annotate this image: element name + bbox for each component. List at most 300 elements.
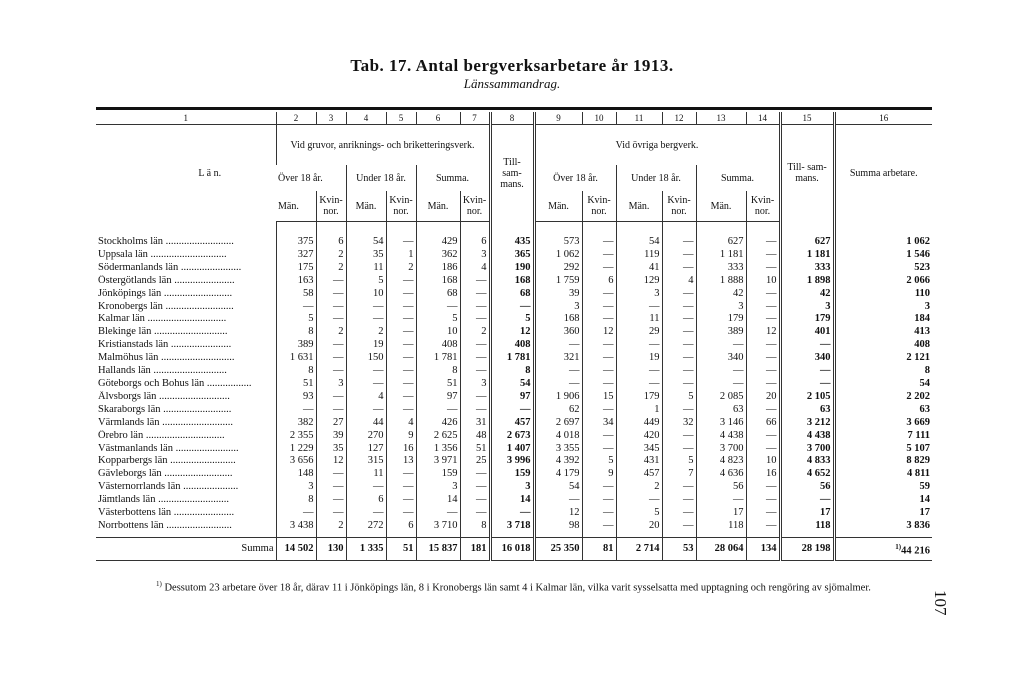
cell-col-12: 7	[662, 468, 696, 481]
cell-col-11: 345	[616, 443, 662, 456]
cell-col-16: 8	[834, 365, 932, 378]
cell-col-13: 333	[696, 262, 746, 275]
lan-name: Västmanlands län ........................	[98, 442, 239, 454]
cell-col-10: —	[582, 443, 616, 456]
cell-col-10: —	[582, 352, 616, 365]
cell-col-15: 401	[780, 326, 834, 339]
lan-name: Södermanlands län .......................	[98, 261, 242, 273]
cell-col-2: 93	[276, 391, 316, 404]
cell-col-9: 360	[534, 326, 582, 339]
cell-col-6: 51	[416, 378, 460, 391]
cell-col-4: —	[346, 365, 386, 378]
cell-col-13: 28 064	[696, 537, 746, 561]
cell-col-10: —	[582, 339, 616, 352]
cell-col-12: —	[662, 288, 696, 301]
cell-col-16: 2 202	[834, 391, 932, 404]
cell-col-5: 6	[386, 520, 416, 533]
table-row	[96, 430, 932, 443]
cell-col-11: 449	[616, 417, 662, 430]
cell-col-2: 3 438	[276, 520, 316, 533]
cell-col-3: —	[316, 339, 346, 352]
table-row	[96, 404, 932, 417]
page-number: 107	[931, 590, 950, 616]
footnote-text: Dessutom 23 arbetare över 18 år, därav 11 i Jönköpings län, 8 i Kronobergs län samt 4 i Kalmar län, vilka varit sysselsatta med upptagning och rengöring av sjömalmer.	[164, 582, 871, 594]
cell-col-13: —	[696, 365, 746, 378]
cell-col-7: —	[460, 404, 490, 417]
cell-col-14: —	[746, 236, 780, 249]
cell-col-6: 408	[416, 339, 460, 352]
cell-col-9: 4 392	[534, 455, 582, 468]
table-row	[96, 365, 932, 378]
table-row	[96, 455, 932, 468]
column-number: 5	[386, 112, 416, 125]
cell-col-9: 573	[534, 236, 582, 249]
cell-col-11: 119	[616, 249, 662, 262]
cell-col-7: —	[460, 301, 490, 314]
cell-col-6: 14	[416, 494, 460, 507]
table-row	[96, 326, 932, 339]
cell-col-10: 6	[582, 275, 616, 288]
header-man: Män.	[696, 191, 746, 222]
cell-col-6: 10	[416, 326, 460, 339]
cell-col-13: 4 823	[696, 455, 746, 468]
cell-col-13: 3	[696, 301, 746, 314]
cell-col-12: —	[662, 339, 696, 352]
cell-col-10: —	[582, 288, 616, 301]
cell-col-14: —	[746, 430, 780, 443]
cell-col-5: 13	[386, 455, 416, 468]
cell-col-9: 1 062	[534, 249, 582, 262]
cell-col-14: —	[746, 520, 780, 533]
cell-col-10: —	[582, 365, 616, 378]
cell-col-2: 8	[276, 365, 316, 378]
cell-col-7: —	[460, 313, 490, 326]
table-row	[96, 339, 932, 352]
cell-col-16: 1 546	[834, 249, 932, 262]
cell-col-10: —	[582, 520, 616, 533]
cell-col-2: —	[276, 404, 316, 417]
lan-name: Kronobergs län ..........................	[98, 300, 234, 312]
cell-col-6: 168	[416, 275, 460, 288]
cell-col-13: 2 085	[696, 391, 746, 404]
cell-col-2: 3	[276, 481, 316, 494]
total-row	[96, 537, 932, 561]
table-row	[96, 288, 932, 301]
cell-col-2: 1 631	[276, 352, 316, 365]
cell-col-3: —	[316, 365, 346, 378]
cell-col-6: —	[416, 301, 460, 314]
cell-col-9: 2 697	[534, 417, 582, 430]
cell-col-15: 179	[780, 313, 834, 326]
header-man: Män.	[616, 191, 662, 222]
cell-col-15: 4 438	[780, 430, 834, 443]
column-number: 13	[696, 112, 746, 125]
cell-col-5: —	[386, 404, 416, 417]
cell-col-13: 4 636	[696, 468, 746, 481]
cell-col-10: 9	[582, 468, 616, 481]
cell-col-4: 150	[346, 352, 386, 365]
cell-col-16: 184	[834, 313, 932, 326]
cell-col-16: 4 811	[834, 468, 932, 481]
header-summa-2: Summa.	[696, 165, 780, 191]
cell-col-11: —	[616, 339, 662, 352]
cell-col-4: —	[346, 481, 386, 494]
cell-col-14: —	[746, 339, 780, 352]
cell-col-6: 3 710	[416, 520, 460, 533]
cell-col-5: —	[386, 481, 416, 494]
cell-col-9: 4 179	[534, 468, 582, 481]
cell-col-16: 3 836	[834, 520, 932, 533]
header-under18-1: Under 18 år.	[346, 165, 416, 191]
cell-col-12: 32	[662, 417, 696, 430]
cell-col-4: 35	[346, 249, 386, 262]
table-row	[96, 481, 932, 494]
cell-col-3: —	[316, 481, 346, 494]
cell-col-16: 63	[834, 404, 932, 417]
cell-col-8: 159	[490, 468, 534, 481]
table-row	[96, 352, 932, 365]
cell-col-3: 3	[316, 378, 346, 391]
cell-col-12: —	[662, 301, 696, 314]
table-row	[96, 236, 932, 249]
table-row	[96, 301, 932, 314]
cell-col-7: 48	[460, 430, 490, 443]
cell-col-13: 56	[696, 481, 746, 494]
cell-col-15: 1 181	[780, 249, 834, 262]
cell-col-2: 375	[276, 236, 316, 249]
cell-col-16: 3 669	[834, 417, 932, 430]
cell-col-16: 413	[834, 326, 932, 339]
cell-col-2: 58	[276, 288, 316, 301]
table-row	[96, 507, 932, 520]
cell-col-12: 5	[662, 455, 696, 468]
footnote	[96, 578, 926, 595]
cell-col-13: 63	[696, 404, 746, 417]
cell-col-7: 3	[460, 378, 490, 391]
cell-col-2: 327	[276, 249, 316, 262]
cell-col-13: —	[696, 494, 746, 507]
cell-col-11: 457	[616, 468, 662, 481]
cell-col-15: 28 198	[780, 537, 834, 561]
cell-col-8: 1 781	[490, 352, 534, 365]
cell-col-11: —	[616, 301, 662, 314]
cell-col-16: 5 107	[834, 443, 932, 456]
column-number: 6	[416, 112, 460, 125]
header-group-other: Vid övriga bergverk.	[534, 125, 780, 166]
cell-col-12: —	[662, 249, 696, 262]
cell-col-15: 2 105	[780, 391, 834, 404]
cell-col-16	[834, 537, 932, 561]
cell-col-16: 1 062	[834, 236, 932, 249]
cell-col-11: 1	[616, 404, 662, 417]
header-kvinnor: Kvin- nor.	[460, 191, 490, 222]
cell-col-3: —	[316, 507, 346, 520]
lan-name: Östergötlands län .......................	[98, 274, 235, 286]
cell-col-7: —	[460, 494, 490, 507]
cell-col-10: 34	[582, 417, 616, 430]
cell-col-6: 3	[416, 481, 460, 494]
table-row	[96, 417, 932, 430]
cell-col-12: —	[662, 352, 696, 365]
cell-col-15: —	[780, 378, 834, 391]
cell-col-3: 6	[316, 236, 346, 249]
lan-name: Örebro län ..............................	[98, 429, 225, 441]
cell-col-9: 54	[534, 481, 582, 494]
cell-col-8: 168	[490, 275, 534, 288]
table-row	[96, 378, 932, 391]
header-man: Män.	[276, 191, 316, 222]
cell-col-15: 42	[780, 288, 834, 301]
cell-col-14: —	[746, 365, 780, 378]
cell-col-5: 1	[386, 249, 416, 262]
cell-col-5: 4	[386, 417, 416, 430]
cell-col-13: 42	[696, 288, 746, 301]
cell-col-7: —	[460, 275, 490, 288]
cell-col-6: 362	[416, 249, 460, 262]
cell-col-4: 11	[346, 468, 386, 481]
lan-name: Jönköpings län ..........................	[98, 287, 233, 299]
cell-col-2: 163	[276, 275, 316, 288]
column-number: 14	[746, 112, 780, 125]
cell-col-8: 8	[490, 365, 534, 378]
cell-col-7: 51	[460, 443, 490, 456]
header-kvinnor: Kvin- nor.	[316, 191, 346, 222]
column-number: 2	[276, 112, 316, 125]
lan-name: Summa	[96, 537, 276, 561]
header-group-mines: Vid gruvor, anriknings- och briketteringsverk.	[276, 125, 490, 166]
cell-col-3: —	[316, 468, 346, 481]
cell-col-9: 168	[534, 313, 582, 326]
cell-col-15: 4 652	[780, 468, 834, 481]
header-kvinnor: Kvin- nor.	[582, 191, 616, 222]
lan-name: Västerbottens län .......................	[98, 507, 235, 519]
cell-col-4: 4	[346, 391, 386, 404]
cell-col-5: —	[386, 494, 416, 507]
cell-col-9: 292	[534, 262, 582, 275]
cell-col-9: 4 018	[534, 430, 582, 443]
cell-col-12: —	[662, 326, 696, 339]
cell-col-11: 129	[616, 275, 662, 288]
cell-col-6: 5	[416, 313, 460, 326]
cell-col-10: —	[582, 430, 616, 443]
cell-col-16: 3	[834, 301, 932, 314]
cell-col-5: —	[386, 275, 416, 288]
cell-col-5: 16	[386, 443, 416, 456]
cell-col-7: —	[460, 339, 490, 352]
cell-col-8: 408	[490, 339, 534, 352]
cell-col-8: 457	[490, 417, 534, 430]
cell-col-3: 39	[316, 430, 346, 443]
cell-col-8: 12	[490, 326, 534, 339]
cell-col-13: 4 438	[696, 430, 746, 443]
cell-col-11: 420	[616, 430, 662, 443]
cell-col-12: —	[662, 236, 696, 249]
cell-col-7: —	[460, 481, 490, 494]
cell-col-8: 3 718	[490, 520, 534, 533]
cell-col-3: 12	[316, 455, 346, 468]
cell-col-3: 2	[316, 520, 346, 533]
cell-col-16: 17	[834, 507, 932, 520]
cell-col-5: —	[386, 378, 416, 391]
cell-col-14: 12	[746, 326, 780, 339]
cell-col-3: 2	[316, 326, 346, 339]
cell-col-2: 8	[276, 494, 316, 507]
cell-col-6: 8	[416, 365, 460, 378]
cell-col-6: 1 356	[416, 443, 460, 456]
lan-name: Blekinge län ............................	[98, 326, 228, 338]
table-row	[96, 391, 932, 404]
total-value: 44 216	[901, 545, 930, 557]
cell-col-4: 6	[346, 494, 386, 507]
cell-col-4: —	[346, 301, 386, 314]
cell-col-5: —	[386, 313, 416, 326]
cell-col-9: 1 759	[534, 275, 582, 288]
cell-col-3: —	[316, 494, 346, 507]
cell-col-14: 16	[746, 468, 780, 481]
lan-name: Kalmar län ..............................	[98, 313, 227, 325]
cell-col-10: —	[582, 494, 616, 507]
cell-col-11: 41	[616, 262, 662, 275]
lan-name: Värmlands län ...........................	[98, 416, 234, 428]
lan-name: Västernorrlands län .....................	[98, 481, 239, 493]
header-tillsammans-2: Till- sam- mans.	[780, 125, 834, 222]
cell-col-16: 2 066	[834, 275, 932, 288]
table-row	[96, 275, 932, 288]
cell-col-4: 127	[346, 443, 386, 456]
cell-col-5: —	[386, 365, 416, 378]
cell-col-11: 3	[616, 288, 662, 301]
table-subtitle: Länssammandrag.	[463, 76, 561, 91]
table-row	[96, 262, 932, 275]
cell-col-16: 54	[834, 378, 932, 391]
cell-col-2: 5	[276, 313, 316, 326]
table-row	[96, 313, 932, 326]
cell-col-8: 1 407	[490, 443, 534, 456]
cell-col-2: 8	[276, 326, 316, 339]
table-row	[96, 520, 932, 533]
cell-col-7: —	[460, 352, 490, 365]
cell-col-2: 51	[276, 378, 316, 391]
cell-col-3: —	[316, 391, 346, 404]
cell-col-4: 1 335	[346, 537, 386, 561]
cell-col-9: 3	[534, 301, 582, 314]
cell-col-12: —	[662, 313, 696, 326]
cell-col-6: —	[416, 404, 460, 417]
header-under18-2: Under 18 år.	[616, 165, 696, 191]
cell-col-7: 181	[460, 537, 490, 561]
cell-col-8: 190	[490, 262, 534, 275]
cell-col-9: 25 350	[534, 537, 582, 561]
cell-col-6: 159	[416, 468, 460, 481]
cell-col-6: 186	[416, 262, 460, 275]
cell-col-5: —	[386, 236, 416, 249]
cell-col-15: 627	[780, 236, 834, 249]
cell-col-12: —	[662, 378, 696, 391]
cell-col-6: 2 625	[416, 430, 460, 443]
cell-col-8: 365	[490, 249, 534, 262]
cell-col-2: 382	[276, 417, 316, 430]
cell-col-5: 9	[386, 430, 416, 443]
cell-col-15: 4 833	[780, 455, 834, 468]
cell-col-14: —	[746, 262, 780, 275]
cell-col-5: 51	[386, 537, 416, 561]
cell-col-5: —	[386, 468, 416, 481]
cell-col-10: 12	[582, 326, 616, 339]
cell-col-16: 7 111	[834, 430, 932, 443]
cell-col-4: —	[346, 404, 386, 417]
cell-col-5: —	[386, 391, 416, 404]
cell-col-14: —	[746, 301, 780, 314]
cell-col-4: 19	[346, 339, 386, 352]
cell-col-7: 8	[460, 520, 490, 533]
cell-col-3: —	[316, 275, 346, 288]
column-number: 3	[316, 112, 346, 125]
lan-name: Kristianstads län .......................	[98, 339, 232, 351]
header-kvinnor: Kvin- nor.	[746, 191, 780, 222]
cell-col-4: —	[346, 313, 386, 326]
cell-col-8: 97	[490, 391, 534, 404]
header-kvinnor: Kvin- nor.	[662, 191, 696, 222]
cell-col-7: —	[460, 365, 490, 378]
cell-col-14: —	[746, 249, 780, 262]
cell-col-2: —	[276, 507, 316, 520]
cell-col-4: 54	[346, 236, 386, 249]
cell-col-7: 2	[460, 326, 490, 339]
cell-col-14: —	[746, 507, 780, 520]
cell-col-7: 25	[460, 455, 490, 468]
cell-col-8: 3 996	[490, 455, 534, 468]
column-number: 16	[834, 112, 932, 125]
cell-col-10: —	[582, 481, 616, 494]
cell-col-15: 63	[780, 404, 834, 417]
column-number: 10	[582, 112, 616, 125]
cell-col-2: 148	[276, 468, 316, 481]
lan-name: Göteborgs och Bohus län .................	[98, 377, 252, 389]
column-number: 15	[780, 112, 834, 125]
cell-col-14: —	[746, 288, 780, 301]
cell-col-14: 134	[746, 537, 780, 561]
cell-col-4: 270	[346, 430, 386, 443]
cell-col-7: —	[460, 507, 490, 520]
column-number: 7	[460, 112, 490, 125]
cell-col-13: 118	[696, 520, 746, 533]
cell-col-13: —	[696, 378, 746, 391]
cell-col-13: 340	[696, 352, 746, 365]
cell-col-12: —	[662, 520, 696, 533]
cell-col-7: —	[460, 288, 490, 301]
cell-col-2: 1 229	[276, 443, 316, 456]
cell-col-5: —	[386, 339, 416, 352]
cell-col-10: —	[582, 404, 616, 417]
cell-col-11: 54	[616, 236, 662, 249]
cell-col-14: —	[746, 494, 780, 507]
cell-col-13: 627	[696, 236, 746, 249]
cell-col-15: —	[780, 365, 834, 378]
cell-col-16: 523	[834, 262, 932, 275]
cell-col-13: —	[696, 339, 746, 352]
cell-col-16: 110	[834, 288, 932, 301]
cell-col-8: —	[490, 507, 534, 520]
cell-col-11: 431	[616, 455, 662, 468]
cell-col-11: 29	[616, 326, 662, 339]
cell-col-2: —	[276, 301, 316, 314]
cell-col-3: —	[316, 404, 346, 417]
cell-col-16: 14	[834, 494, 932, 507]
table-row	[96, 249, 932, 262]
cell-col-16: 408	[834, 339, 932, 352]
cell-col-9: —	[534, 494, 582, 507]
header-man: Män.	[346, 191, 386, 222]
